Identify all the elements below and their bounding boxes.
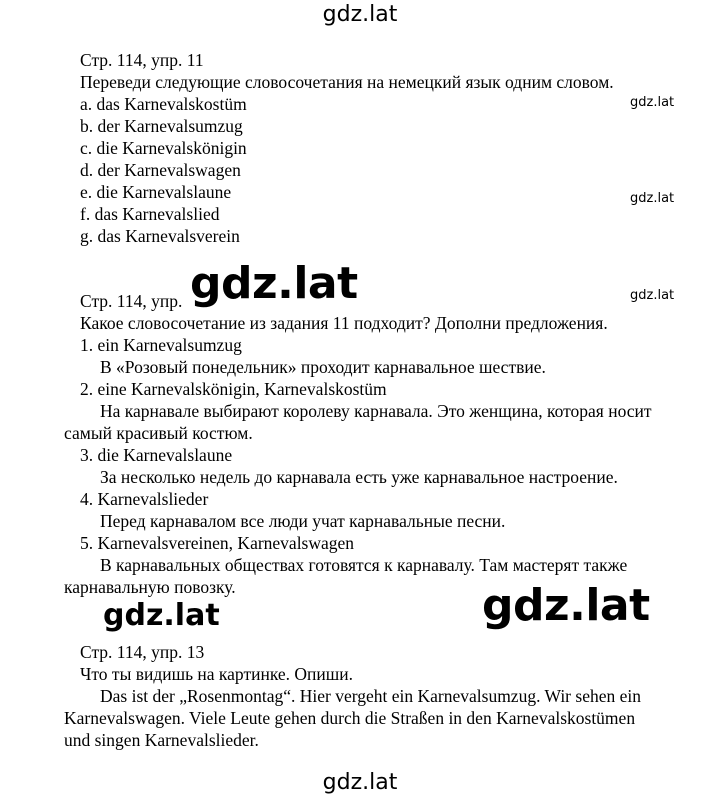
exercise-11-item: d. der Karnevalswagen <box>80 160 241 180</box>
text-line: Karnevalswagen. Viele Leute gehen durch die Straßen in den Karnevalskostümen <box>64 708 636 728</box>
watermark-bottom: gdz.lat <box>322 770 398 795</box>
translation-line: На карнавале выбирают королеву карнавала. Это женщина, которая носит <box>100 401 652 421</box>
exercise-11-task: Переведи следующие словосочетания на немецкий язык одним словом. <box>80 72 614 92</box>
exercise-11-item: b. der Karnevalsumzug <box>80 116 243 136</box>
translation-line: Перед карнавалом все люди учат карнавальные песни. <box>100 511 506 531</box>
exercise-11-item: e. die Karnevalslaune <box>80 182 232 202</box>
watermark-side: gdz.lat <box>630 288 675 303</box>
watermark-top: gdz.lat <box>322 2 398 27</box>
exercise-12-task: Какое словосочетание из задания 11 подходит? Дополни предложения. <box>80 313 608 333</box>
exercise-11-item: c. die Karnevalskönigin <box>80 138 247 158</box>
answer-line: 5. Karnevalsvereinen, Karnevalswagen <box>80 533 355 553</box>
text-line: Das ist der „Rosenmontag“. Hier vergeht ein Karnevalsumzug. Wir sehen ein <box>100 686 641 706</box>
watermark-side: gdz.lat <box>630 191 675 206</box>
answer-line: 4. Karnevalslieder <box>80 489 209 509</box>
watermark-side: gdz.lat <box>630 95 675 110</box>
answer-line: 2. eine Karnevalskönigin, Karnevalskostüm <box>80 379 387 399</box>
exercise-11-item: f. das Karnevalslied <box>80 204 220 224</box>
watermark-large: gdz.lat <box>190 258 358 309</box>
exercise-11-item: g. das Karnevalsverein <box>80 226 240 246</box>
answer-line: 3. die Karnevalslaune <box>80 445 233 465</box>
answer-line: 1. ein Karnevalsumzug <box>80 335 242 355</box>
translation-line: В карнавальных обществах готовятся к карнавалу. Там мастерят также <box>100 555 628 575</box>
exercise-12-heading: Стр. 114, упр. <box>80 291 183 311</box>
translation-line: За несколько недель до карнавала есть уже карнавальное настроение. <box>100 467 618 487</box>
exercise-11-item: a. das Karnevalskostüm <box>80 94 247 114</box>
translation-line: карнавальную повозку. <box>64 577 236 597</box>
translation-line: В «Розовый понедельник» проходит карнавальное шествие. <box>100 357 546 377</box>
translation-line: самый красивый костюм. <box>64 423 253 443</box>
watermark-medium: gdz.lat <box>103 598 220 633</box>
watermark-large: gdz.lat <box>482 580 650 631</box>
exercise-13-heading: Стр. 114, упр. 13 <box>80 642 205 662</box>
text-line: und singen Karnevalslieder. <box>64 730 259 750</box>
exercise-13-task: Что ты видишь на картинке. Опиши. <box>80 664 354 684</box>
exercise-11-heading: Стр. 114, упр. 11 <box>80 50 204 70</box>
